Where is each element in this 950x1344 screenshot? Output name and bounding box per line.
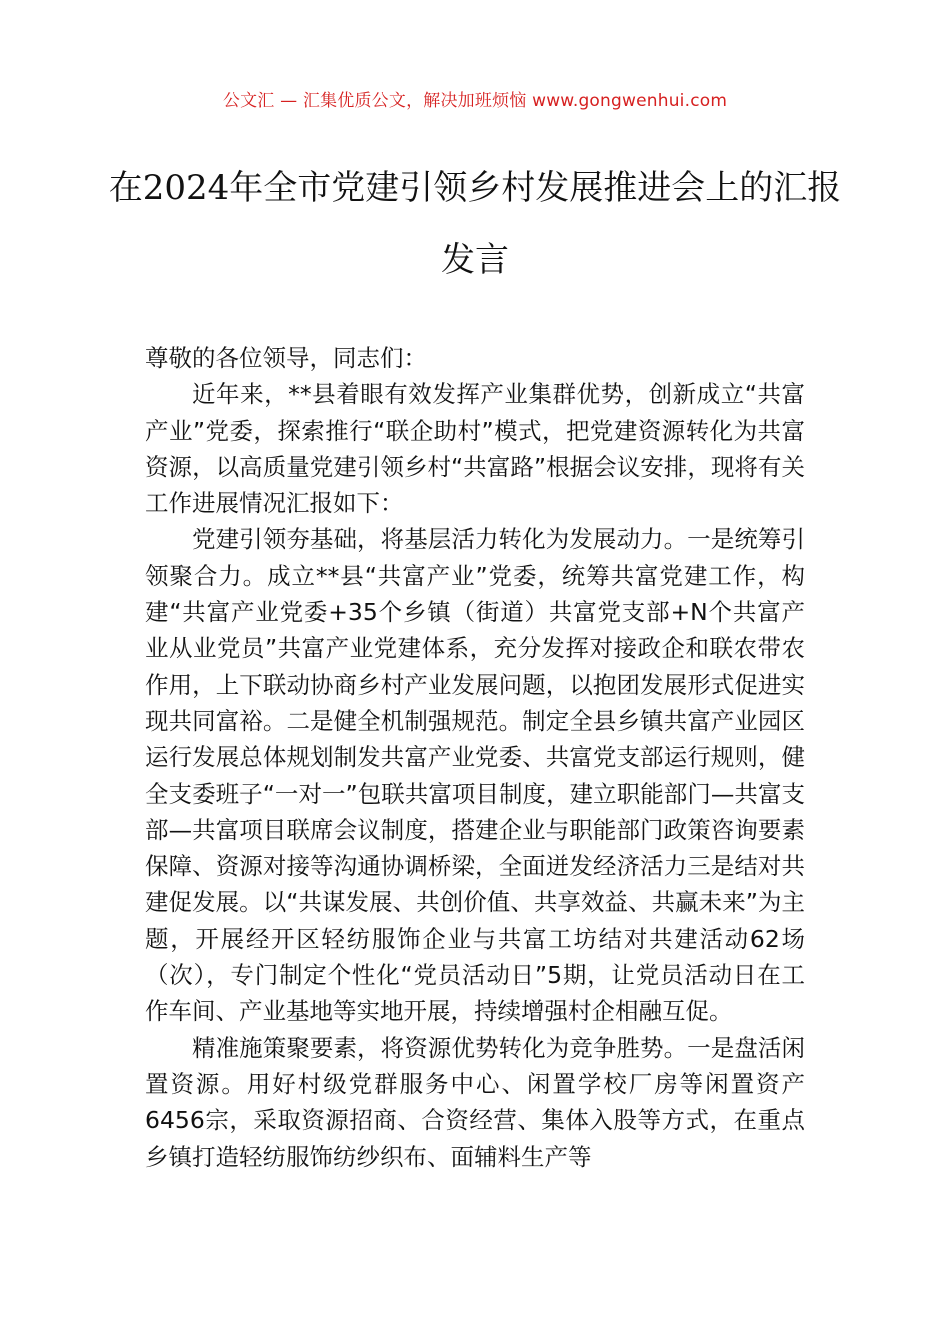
- salutation: 尊敬的各位领导，同志们：: [145, 344, 427, 372]
- paragraph: 党建引领夯基础，将基层活力转化为发展动力。一是统筹引领聚合力。成立**县“共富产业”党委，统筹共富党建工作，构建“共富产业党委+35个乡镇（街道）共富党支部+N个共富产业从业党员”共富产业党建体系，充分发挥对接政企和联农带农作用，上下联动协商乡村产业发展问题，以抱团发展形式促进实现共同富裕。二是健全机制强规范。制定全县乡镇共富产业园区运行发展总体规划制发共富产业党委、共富党支部运行规则，健全支委班子“一对一”包联共富项目制度，建立职能部门—共富支部—共富项目联席会议制度，搭建企业与职能部门政策咨询要素保障、资源对接等沟通协调桥梁，全面迸发经济活力三是结对共建促发展。以“共谋发展、共创价值、共享效益、共赢未来”为主题，开展经开区轻纺服饰企业与共富工坊结对共建活动62场（次），专门制定个性化“党员活动日”5期，让党员活动日在工作车间、产业基地等实地开展，持续增强村企相融互促。: [145, 525, 805, 1026]
- header-banner: 公文汇 — 汇集优质公文，解决加班烦恼 www.gongwenhui.com: [222, 91, 728, 111]
- document-title: 在2024年全市党建引领乡村发展推进会上的汇报发言: [108, 168, 842, 280]
- document-body: [145, 340, 805, 1175]
- paragraph: 近年来，**县着眼有效发挥产业集群优势，创新成立“共富产业”党委，探索推行“联企助村”模式，把党建资源转化为共富资源，以高质量党建引领乡村“共富路”根据会议安排，现将有关工作进展情况汇报如下：: [145, 380, 805, 518]
- paragraph: 精准施策聚要素，将资源优势转化为竞争胜势。一是盘活闲置资源。用好村级党群服务中心、闲置学校厂房等闲置资产6456宗，采取资源招商、合资经营、集体入股等方式，在重点乡镇打造轻纺服饰纺纱织布、面辅料生产等: [145, 1033, 805, 1171]
